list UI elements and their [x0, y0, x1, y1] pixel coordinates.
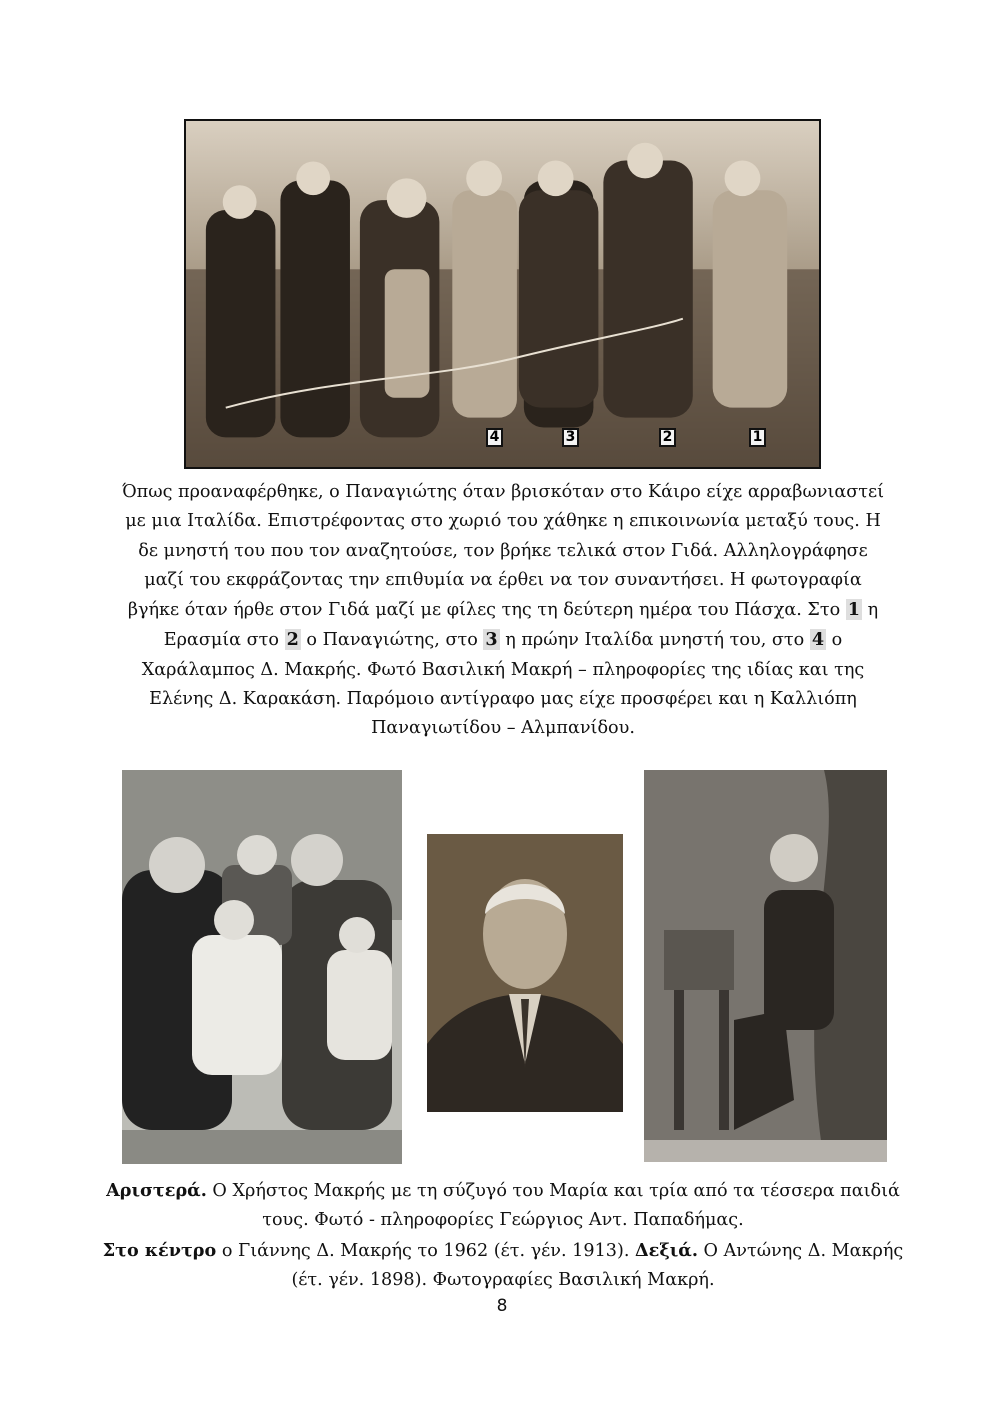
caption-center-text: ο Γιάννης Δ. Μακρής το 1962 (έτ. γέν. 1913). [216, 1240, 636, 1261]
photo-description [118, 478, 888, 744]
caption-center-label: Στο κέντρο [102, 1239, 217, 1261]
marker-1: 1 [749, 428, 766, 447]
seated-man-photo [644, 770, 887, 1162]
caption-right-label: Δεξιά. [635, 1239, 698, 1261]
description-text: η πρώην Ιταλίδα μνηστή του, στο [499, 630, 810, 651]
caption-left-label: Αριστερά. [106, 1180, 207, 1201]
ref-number-2: 2 [286, 629, 299, 651]
description-text: ο Χαράλαμπος Δ. Μακρής. Φωτό Βασιλική Μακρή – πληροφορίες της ιδίας και της Ελένης Δ. Καρακάση. Παρόμοιο αντίγραφο μας είχε προσφέρει και η Καλλιόπη Παναγιωτίδου – Αλμπανίδου. [141, 630, 865, 739]
description-text: Όπως προαναφέρθηκε, ο Παναγιώτης όταν βρισκόταν στο Κάιρο είχε αρραβωνιαστεί με μια Ιταλίδα. Επιστρέφοντας στο χωριό του χάθηκε η επικοινωνία μεταξύ τους. Η δε μνηστή του που τον αναζητούσε, τον βρήκε τελικά στον Γιδά. Αλληλογράφησε μαζί του εκφράζοντας την επιθυμία να έρθει να τον συναντήσει. Η φωτογραφία βγήκε όταν ήρθε στον Γιδά μαζί με φίλες της τη δεύτερη ημέρα του Πάσχα. Στο [121, 482, 885, 621]
marker-4: 4 [486, 428, 503, 447]
description-text: ο Παναγιώτης, στο [300, 630, 484, 651]
group-photo [184, 119, 821, 469]
caption-right-text: Ο Αντώνης Δ. Μακρής (έτ. γέν. 1898). Φωτογραφίες Βασιλική Μακρή. [291, 1240, 904, 1290]
bottom-caption [100, 1176, 906, 1295]
ref-number-3: 3 [485, 629, 498, 651]
page-number: 8 [496, 1296, 508, 1316]
portrait-photo [427, 834, 623, 1112]
marker-2: 2 [659, 428, 676, 447]
ref-number-4: 4 [811, 629, 825, 651]
caption-left-text: Ο Χρήστος Μακρής με τη σύζυγό του Μαρία και τρία από τα τέσσερα παιδιά τους. Φωτό - πληροφορίες Γεώργιος Αντ. Παπαδήμας. [206, 1181, 900, 1231]
description-text: η Ερασμία στο [163, 600, 879, 651]
family-photo [122, 770, 402, 1164]
marker-3: 3 [562, 428, 579, 447]
ref-number-1: 1 [847, 599, 861, 621]
